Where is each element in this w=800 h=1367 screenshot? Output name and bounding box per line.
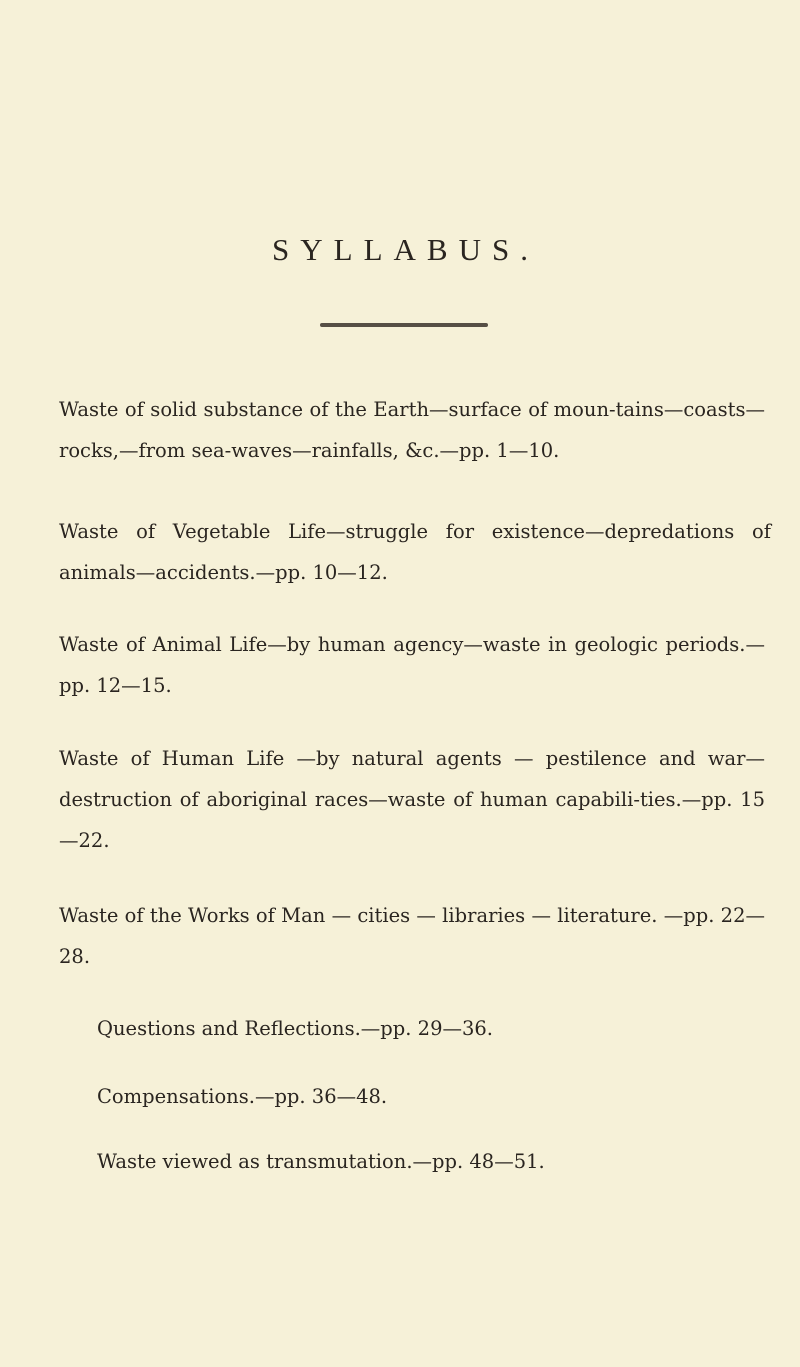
syllabus-entry-questions: Questions and Reflections.—pp. 29—36. bbox=[97, 1017, 493, 1040]
syllabus-entry-compensations: Compensations.—pp. 36—48. bbox=[97, 1085, 388, 1108]
syllabus-entry-vegetable-life: Waste of Vegetable Life—struggle for existence—depredations of animals—accidents.—pp. 10—12. bbox=[59, 520, 771, 584]
title-divider bbox=[320, 323, 488, 327]
syllabus-entry-animal-life: Waste of Animal Life—by human agency—waste in geologic periods.—pp. 12—15. bbox=[59, 633, 765, 697]
syllabus-entry-works-of-man: Waste of the Works of Man — cities — libraries — literature. —pp. 22—28. bbox=[59, 904, 765, 968]
syllabus-entry-earth: Waste of solid substance of the Earth—surface of moun-tains—coasts—rocks,—from sea-waves—rainfalls, &c.—pp. 1—10. bbox=[59, 398, 765, 462]
page-title: SYLLABUS. bbox=[272, 232, 539, 267]
syllabus-entry-human-life: Waste of Human Life —by natural agents — pestilence and war—destruction of aboriginal races—waste of human capabili-ties.—pp. 15—22. bbox=[59, 747, 765, 852]
syllabus-entry-transmutation: Waste viewed as transmutation.—pp. 48—51. bbox=[97, 1150, 545, 1173]
